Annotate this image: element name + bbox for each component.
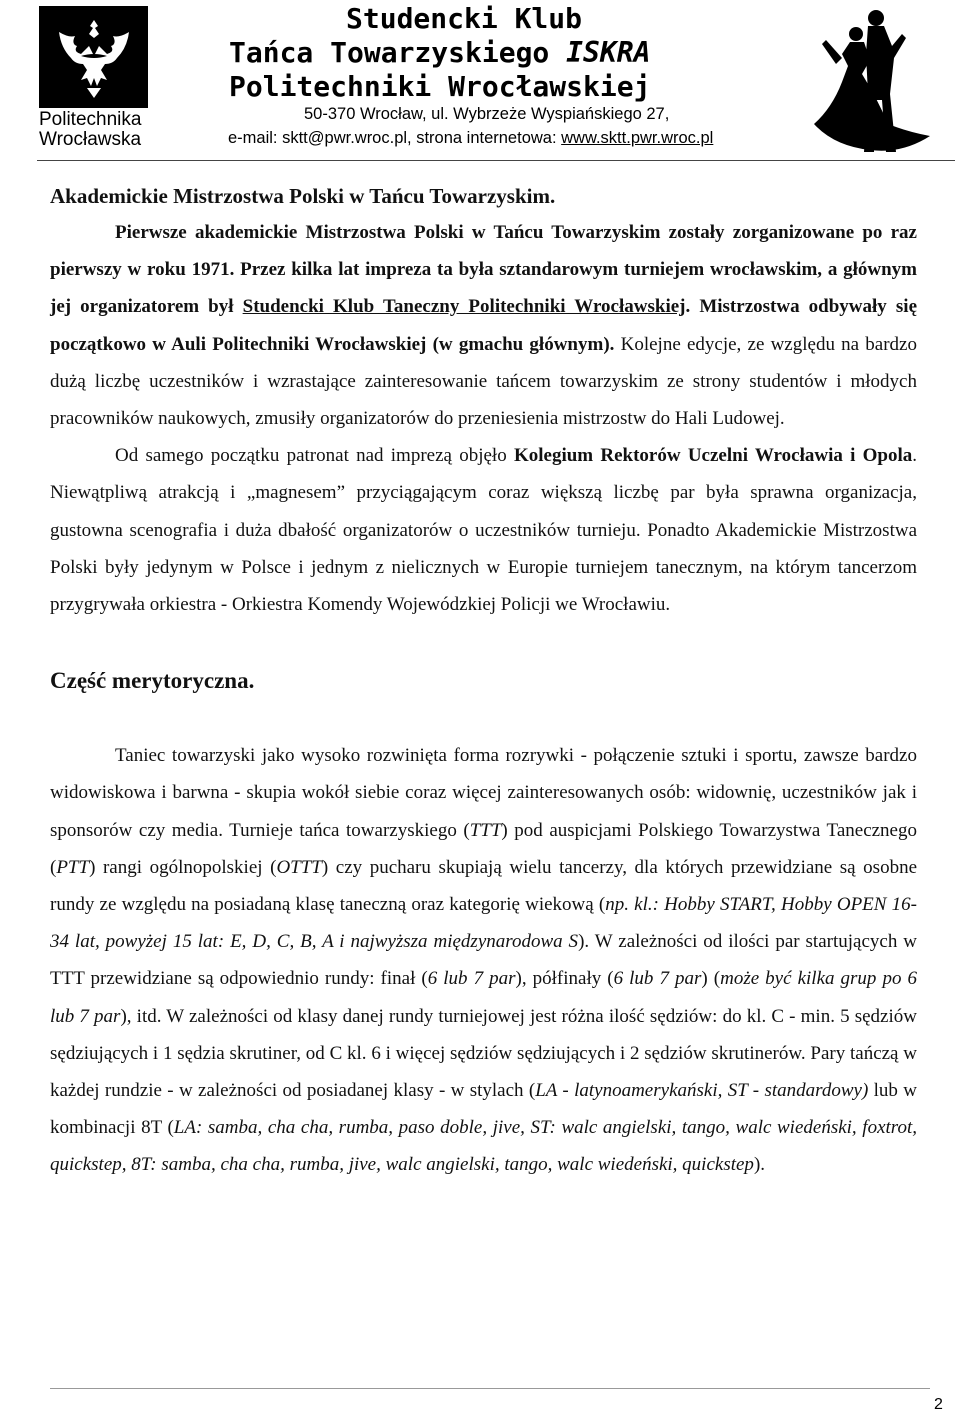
ballroom-s10: ). [753, 1154, 766, 1176]
ballroom-semifinal-pairs: 6 lub 7 par [613, 968, 702, 990]
patronage-intro: Od samego początku patronat nad imprezą objęło [115, 445, 514, 467]
club-name-iskra: ISKRA [566, 36, 651, 69]
website-label: , strona internetowa: [407, 129, 562, 147]
paragraph-patronage [50, 437, 917, 623]
ballroom-dances: LA: samba, cha cha, rumba, paso doble, jive, ST: walc angielski, tango, walc wiedeński, foxtrot, quickstep, 8T: samba, cha cha, rumba, jive, walc angielski, tango, walc wiedeński, quickstep [50, 1117, 917, 1176]
club-link[interactable]: Studencki Klub Taneczny Politechniki Wrocławskiej [242, 296, 686, 318]
paragraph-ballroom [50, 737, 917, 1183]
ballroom-ptt: PTT [56, 856, 90, 878]
eagle-icon [51, 12, 137, 102]
ballroom-ttt: TTT [469, 819, 502, 841]
ballroom-styles: LA - latynoamerykański, ST - standardowy) [535, 1080, 869, 1102]
ballroom-ottt: OTTT [276, 856, 322, 878]
dancing-couple-logo-icon [812, 4, 936, 158]
logo-line-2: Wrocławska [39, 129, 142, 150]
patronage-college: Kolegium Rektorów Uczelni Wrocławia i Opola [513, 445, 913, 467]
history-bold-intro: Pierwsze akademickie Mistrzostwa Polski w Tańcu Towarzyskim zostały zorganizowane po raz pierwszy w roku 1971. Przez kilka lat impreza ta była sztandarowym turniejem wrocławskim, a głównym jej organizatorem był [50, 222, 917, 318]
website-link[interactable]: www.sktt.pwr.wroc.pl [561, 129, 714, 147]
ballroom-s1: Taniec towarzyski jako wysoko rozwinięta forma rozrywki - połączenie sztuki i sportu, zawsze bardzo widowiskowa i barwna - skupia wokół siebie coraz więcej zainteresowanych osób: widownię, uczestników jak i sponsorów czy media. Turnieje tańca towarzyskiego ( [50, 745, 917, 841]
paragraph-history [50, 214, 917, 437]
ballroom-s8: ), itd. W zależności od klasy danej rundy turniejowej jest różna ilość sędziów: do kl. C - min. 5 sędziów sędziujących i 1 sędzia skrutiner, od C kl. 6 i więcej sędziów sędziujących i 2 sędziów skrutinerów. Pary tańczą w każdej rundzie - w zależności od posiadanej klasy - w stylach ( [50, 1005, 917, 1102]
logo-line-1: Politechnika [39, 109, 142, 130]
club-name-line-3: Politechniki Wrocławskiej [229, 70, 651, 103]
document-body [50, 178, 917, 1184]
club-name-line-1: Studencki Klub [346, 2, 583, 35]
ballroom-final-pairs: 6 lub 7 par [427, 968, 516, 990]
club-address: 50-370 Wrocław, ul. Wybrzeże Wyspiańskiego 27, [304, 105, 670, 123]
footer-divider [50, 1388, 930, 1389]
ballroom-groups: może być kilka grup po 6 lub 7 par [50, 968, 917, 1027]
club-name-line-2 [229, 36, 789, 70]
club-name-line-2-text: Tańca Towarzyskiego [229, 36, 567, 69]
ballroom-s3: ) rangi ogólnopolskiej ( [89, 856, 277, 878]
ballroom-s9: lub w kombinacji 8T ( [50, 1080, 917, 1139]
ballroom-s7: ) ( [701, 968, 721, 990]
history-rest: Kolejne edycje, ze względu na bardzo dużą liczbę uczestników i wzrastające zainteresowanie tańcem towarzyskim ze strony studentów i młodych pracowników naukowych, zmusiły organizatorów do przeniesienia mistrzostw do Hali Ludowej. [50, 333, 917, 430]
patronage-rest: . Niewątpliwą atrakcją i „magnesem” przyciągającym coraz większą liczbę par była sprawna organizacja, gustowna scenografia i duża dbałość organizatorów o uczestników turnieju. Ponadto Akademickie Mistrzostwa Polski były jedynym w Polsce i jednym z nielicznych w Europie turniejem tanecznym, na którym tancerzom przygrywała orkiestra - Orkiestra Komendy Wojewódzkiej Policji we Wrocławiu. [50, 445, 918, 616]
club-name [229, 2, 789, 104]
ballroom-s4: ) czy pucharu skupiają wielu tancerzy, dla których przewidziane są osobne rundy ze względu na posiadaną klasę taneczną oraz kategorię wiekową ( [50, 856, 918, 916]
ballroom-s5: ). W zależności od ilości par startujących w TTT przewidziane są odpowiednio rundy: finał ( [50, 931, 917, 990]
history-bold-venue: . Mistrzostwa odbywały się początkowo w Auli Politechniki Wrocławskiej (w gmachu głównym). [50, 296, 918, 355]
email-link[interactable]: sktt@pwr.wroc.pl [282, 129, 408, 147]
section-title-championships: Akademickie Mistrzostwa Polski w Tańcu Towarzyskim. [50, 184, 556, 208]
letterhead [0, 0, 960, 162]
ballroom-s6: ), półfinały ( [515, 968, 614, 990]
page-number: 2 [934, 1396, 943, 1413]
university-eagle-logo-icon [39, 6, 148, 108]
ballroom-s2: ) pod auspicjami Polskiego Towarzystwa Tanecznego ( [50, 819, 917, 878]
header-divider [37, 160, 955, 161]
ballroom-classes: np. kl.: Hobby START, Hobby OPEN 16-34 lat, powyżej 15 lat: E, D, C, B, A i najwyższa międzynarodowa S [50, 894, 917, 953]
email-label: e-mail: [228, 129, 283, 147]
section-title-substantive: Część merytoryczna. [50, 668, 255, 694]
